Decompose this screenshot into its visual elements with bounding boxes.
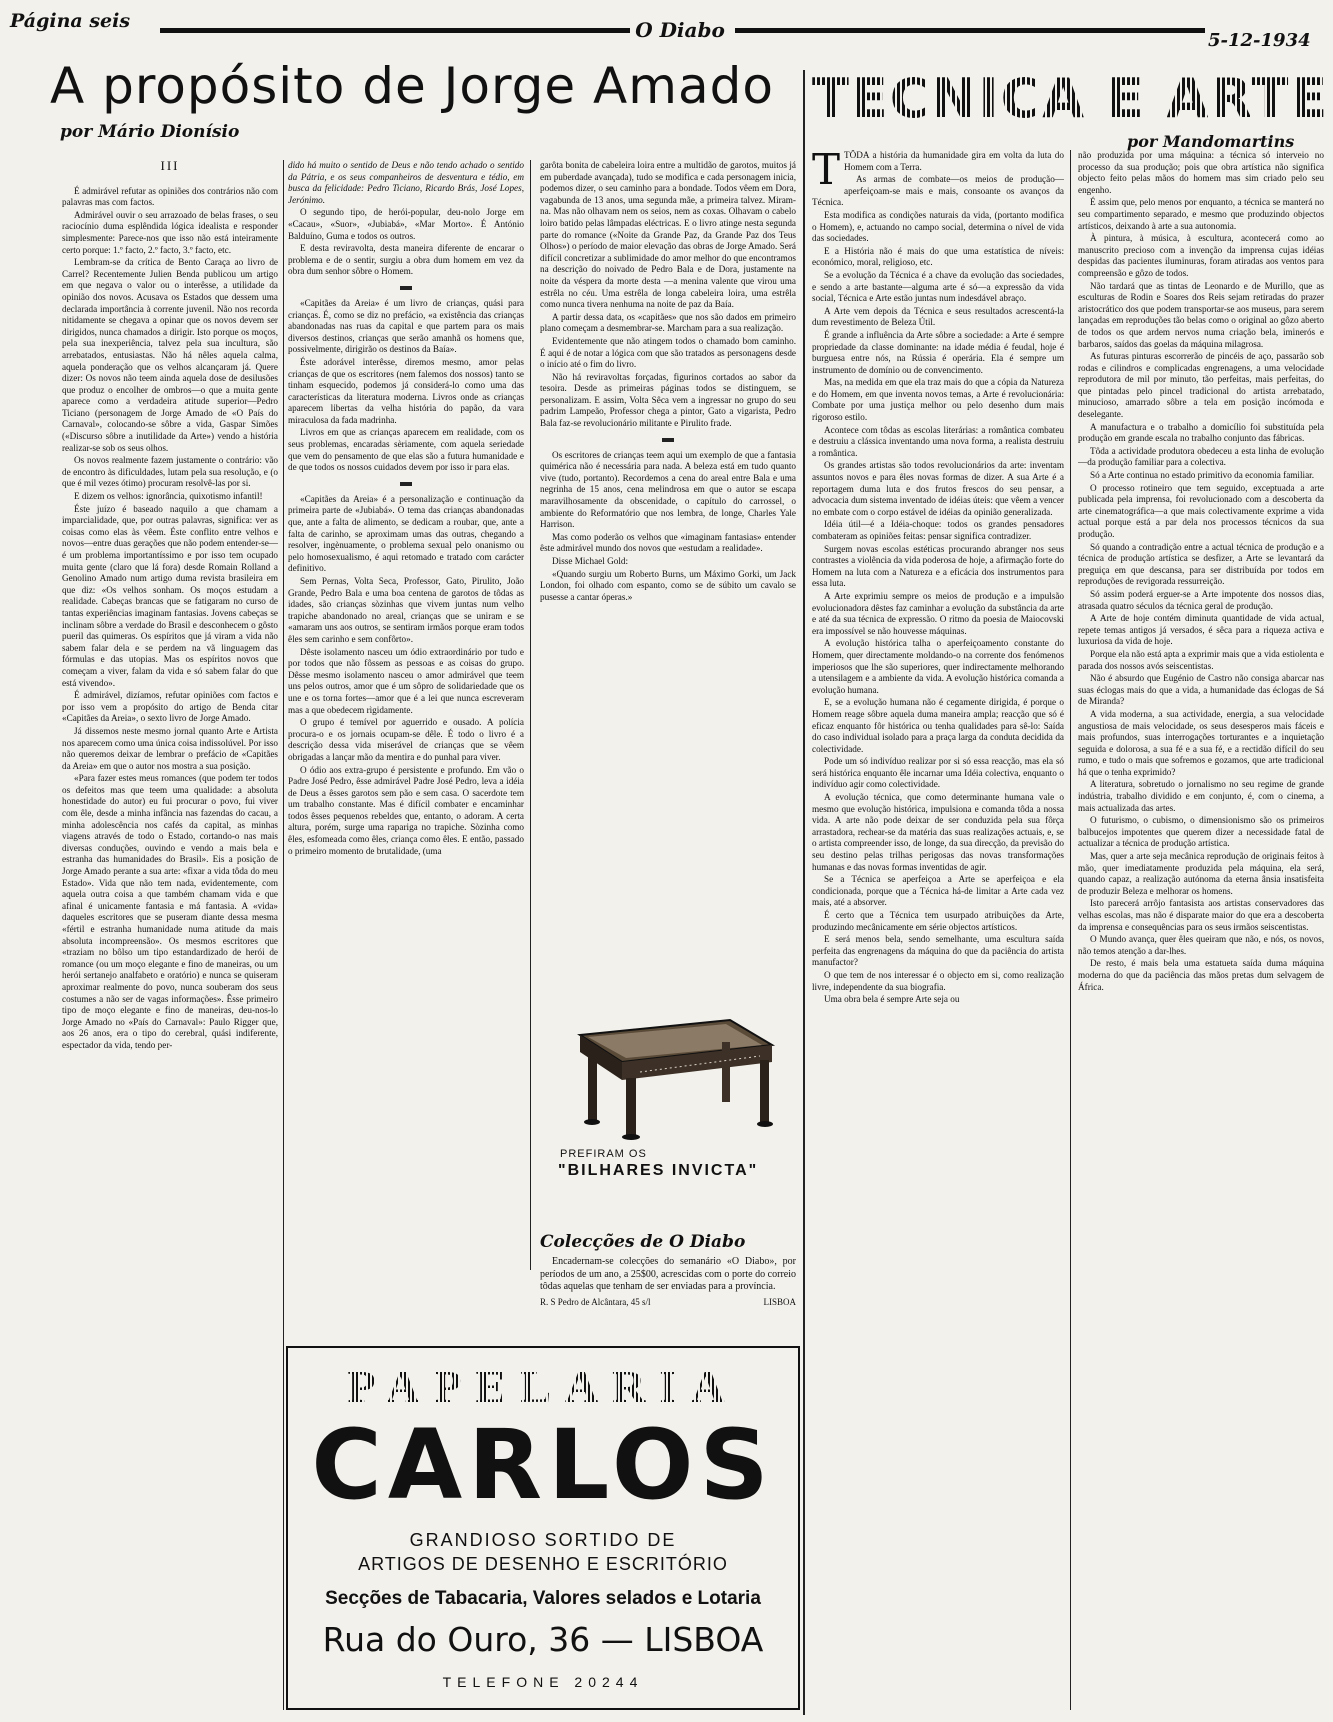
paragraph: É grande a influência da Arte sôbre a sociedade: a Arte é sempre propriedade da classe dominante: na idade média é feudal, hoje é burguesa entre nós, na Rússia é operária. Ela é sempre um instrumento de domínio ou de convencimento.: [812, 329, 1064, 375]
billiard-table-illustration: [540, 990, 796, 1140]
paper-name: O Diabo: [635, 18, 725, 42]
column-rule: [1070, 150, 1071, 1710]
collections-address-line: [540, 1297, 796, 1307]
page-number: Página seis: [10, 10, 131, 32]
paragraph: Não é absurdo que Eugénio de Castro não consiga abarcar nas suas éclogas mais do que a vida, a humanidade das éclogas de Sá de Miranda?: [1078, 673, 1324, 707]
paragraph: «Capitães da Areia» é a personalização e continuação da primeira parte de «Jubiabá». O tema das crianças abandonadas que, ante a falta de alimento, se dedicam a roubar, que, ante a falta de carinho, se aproximam umas das outras, chegando a resolver, ingènuamente, o problema sexual pelo onanismo ou pelo homosexualismo, é aqui retomado e tratado com carácter definitivo.: [288, 493, 524, 574]
section-divider: [400, 286, 412, 290]
paragraph: «Quando surgiu um Roberto Burns, um Máximo Gorki, um Jack London, foi olhado com espanto, como se de súbito um cavalo se pusesse a cantar óperas.»: [540, 568, 796, 602]
paragraph: E será menos bela, sendo semelhante, uma escultura saída perfeita das engrenagens da máquina do que da paciência do artista manufactor?: [812, 934, 1064, 968]
article1-column-2: [288, 160, 524, 1270]
paragraph: Mas, na medida em que ela traz mais do que a cópia da Natureza e do Homem, em que inventa novos temas, a Arte é revolucionária: Combate por uma justiça melhor ou pelo desenho dum mais rigoroso estilo.: [812, 377, 1064, 423]
papelaria-sortido: GRANDIOSO SORTIDO DE: [409, 1530, 677, 1550]
paragraph: E desta reviravolta, desta maneira diferente de encarar o problema e de o sentir, surgiu a obra dum homem em vez da obra dum senhor sôbre o Homem.: [288, 243, 524, 277]
papelaria-phone: TELEFONE 20244: [442, 1674, 644, 1690]
collections-title: Colecções de O Diabo: [540, 1232, 746, 1252]
paragraph: Não há reviravoltas forçadas, figurinos cortados ao sabor da tesoira. Desde as primeiras páginas todos se distinguem, se personalizam. E assim, Volta Sêca vem a ingressar no grupo do seu padrim Lampeão, Professor chega a pintor, Gato a vigarista, Pedro Bala faz-se revolucionário militante e Pirulito frade.: [540, 371, 796, 429]
section-number: III: [160, 160, 180, 173]
paragraph: «Para fazer estes meus romances (que podem ter todos os defeitos mas que teem uma qualidade: a absoluta honestidade do autor) eu fui procurar o povo, fui viver com êle, desde a minha infância nas fazendas do cacau, a minha adolescência nos cafés da capital, as minhas viagens através de todo o Estado, cortando-o nas mais diversas conduções, ouvindo e vendo a mais bela e estranha das humanidades do Brasil». Eis a posição de Jorge Amado perante a sua arte: «fixar a vida tôda do meu Estado». Vida que não tem nada, evidentemente, com aquela outra coisa a que também chamam vida e que afinal é unicamente fantasia e má fantasia. A «vida» daqueles escritores que se puseram diante dessa mesma «fértil e estranha humanidade numa atitude da mais absoluta incompreensão». Os mesmos escritores que «traziam no bôlso um tipo estandardizado de herói de romance (ou um moço elegante e fino de maneiras, ou um herói sertanejo analfabeto e oratório) e nunca se quiseram aproximar realmente do povo, nunca souberam dos seus costumes a não ser de vagas informações». Êsse primeiro tipo de moço elegante e fino de maneiras, deu-nos-lo Jorge Amado no «País do Carnaval»: Paulo Rigger que, aos 26 anos, era o tipo do cerebral, quási indiferente, espectador da vida, tendo per-: [62, 773, 278, 1050]
billiards-brand: "BILHARES INVICTA": [558, 1162, 759, 1179]
paragraph: Disse Michael Gold:: [552, 556, 629, 566]
paragraph: Livros em que as crianças aparecem em realidade, com os seus problemas, encaradas sèriamente, com aquela seriedade que vem do pensamento de que elas são a futura humanidade e de que todos os nossos cuidados devem por isso ir para elas.: [288, 427, 524, 473]
paragraph: «Capitães da Areia» é um livro de crianças, quási para crianças. É, como se diz no prefácio, «a existência das crianças abandonadas nas ruas da capital e que partem para os mais diversos destinos, crianças que serão amanhã os homens que, possivelmente, dirigirão os destinos da Baía».: [288, 297, 524, 355]
header-rule-right: [735, 28, 1205, 33]
column-rule: [530, 160, 531, 1270]
paragraph: O que tem de nos interessar é o objecto em si, como realização livre, independente da sua biografia.: [812, 969, 1064, 992]
paragraph: A vida moderna, a sua actividade, energia, a sua velocidade angustiosa de mais velocidade, os seus desesperos mais fáceis e mais profundos, suas interrogações torturantes e a inquietação seguida e dolorosa, a sua fé e a sua fé, e a rectidão difícil do seu rumo, e tudo o mais que sofremos e gozamos, que arte tradicional há que o tenha exprimido?: [1078, 708, 1324, 777]
article2-byline: por Mandomartins: [1127, 132, 1295, 151]
paragraph: E, se a evolução humana não é cegamente dirigida, é porque o Homem reage sôbre aquela duma maneira ampla; reacção que só é eficaz enquanto fôr histórica ou tenha qualidades para sê-lo: Saída do caso individual isolado para a praça larga da conduta decidida da colectividade.: [812, 697, 1064, 754]
collections-text: Encadernam-se colecções do semanário «O Diabo», por períodos de um ano, a 25$00, acrescidas com o porte do correio tôdas aquelas que tenham de ser enviadas para a província.: [540, 1256, 796, 1292]
article2-title: TECNICA E ARTE: [812, 67, 1330, 130]
paragraph: Uma obra bela é sempre Arte seja ou: [824, 994, 960, 1005]
paragraph: Os escritores de crianças teem aqui um exemplo de que a fantasia quimérica não é necessária para nada. A beleza está em tudo quanto vive (tudo, portanto). Recordemos a cena do areal entre Bala e uma negrinha de 15 anos, cena melindrosa em que o autor se escapa maravilhosamente da obscenidade, o capítulo do carrossel, o ambiente do Reformatório que nos lembra, de longe, Charles Yale Harrison.: [540, 449, 796, 530]
article2-column-2: [1078, 150, 1324, 1710]
paragraph: A evolução técnica, que como determinante humana vale o mesmo que evolução histórica, impulsiona e comanda tôda a nossa vida. A arte não pode deixar de ser conduzida pela sua fôrça arrastadora, rechear-se da matéria das suas realizações actuais, e, se o artista compreender isso, de longe, da sua direcção, da previsão do seu destino pelas trilhas perigosas das novas transformações humanas e das novas formas inventidas de agir.: [812, 792, 1064, 872]
paragraph: Os novos realmente fazem justamente o contrário: vão de encontro às dificuldades, lutam pela sua resolução, e (o que é mil vezes ótimo) procuram resolvê-las por si.: [62, 455, 278, 489]
paragraph: As armas de combate—os meios de produção—aperfeiçoam-se mais e mais, consoante os avanços da Técnica.: [812, 174, 1064, 208]
article2-column-1: [812, 150, 1064, 1710]
paragraph: O grupo é temível por aguerrido e ousado. A polícia procura-o e os jornais ocupam-se dêle. É todo o livro é a descrição dessa vida miserável de crianças que se vêem obrigadas a lançar mão da mentira e do punhal para viver.: [288, 717, 524, 762]
paragraph: Pode um só indivíduo realizar por si só essa reacção, mas ela só será histórica enquanto êle incarnar uma Idéia colectiva, enquanto o indivíduo agir como colectividade.: [812, 756, 1064, 790]
paragraph: Se a Técnica se aperfeiçoa a Arte se aperfeiçoa e ela condicionada, porque que a Técnica há-de limitar a Arte cada vez mais, até a absorver.: [812, 874, 1064, 908]
paragraph: E dizem os velhos: ignorância, quixotismo infantil!: [74, 491, 263, 502]
article-title: A propósito de Jorge Amado: [50, 57, 774, 115]
paragraph: A Arte exprimiu sempre os meios de produção e a impulsão evolucionadora dêstes faz caminhar a evolução da substância da arte e até da sua técnica de expressão. O ritmo da poesia de Maiocovski era impossível se não houvesse máquinas.: [812, 590, 1064, 636]
paragraph: Tôda a actividade produtora obedeceu a esta linha de evolução—da produção familiar para a colectiva.: [1078, 445, 1324, 468]
paragraph: É certo que a Técnica tem usurpado atribuições da Arte, produzindo mecânicamente em série objectos artísticos.: [812, 910, 1064, 932]
paragraph: Mas, quer a arte seja mecânica reprodução de originais feitos à mão, quer imediatamente produzida pela máquina, ela será, quando capaz, a realização autónoma da eterna ânsia insatisfeita de produzir Beleza e melhorar os homens.: [1078, 851, 1324, 896]
paragraph: A literatura, sobretudo o jornalismo no seu regime de grande indústria, trabalho dividido e em conjunto, é, com o cinema, a mais actualizada das artes.: [1078, 779, 1324, 813]
papelaria-address: Rua do Ouro, 36 — LISBOA: [322, 1620, 764, 1659]
page-header: [0, 6, 1333, 51]
paragraph: Os grandes artistas são todos revolucionários da arte: inventam assuntos novos e para êles novas formas de dizer. A sua Arte é a reportagem duma luta e dos frutos frescos do seu pensar, a advocacia dum sistema inventado de idéias úteis: que vêem a vencer no embate com o corpo estável de idéias da opinião generalizada.: [812, 460, 1064, 517]
paragraph: A partir dessa data, os «capitães» que nos são dados em primeiro plano começam a desmembrar-se. Marcham para a sua realização.: [540, 311, 796, 334]
collections-address: R. S Pedro de Alcântara, 45 s/l: [540, 1296, 651, 1307]
paragraph: O Mundo avança, quer êles queiram que não, e nós, os novos, não temos atenção a dar-lhes.: [1078, 934, 1324, 956]
paragraph: À pintura, à música, à escultura, acontecerá como ao manuscrito precioso com a invenção da imprensa cujas idéias despidas das pacientes iluminuras, foram atiradas aos ventos para compreensão e gôzo de todos.: [1078, 233, 1324, 278]
paragraph: A evolução histórica talha o aperfeiçoamento constante do Homem, quer directamente moldando-o na corrente dos fenómenos imperiosos que lhe são superiores, quer indirectamente melhorando a utensilagem e a ambiente da vida. A evolução histórica comanda a evolução humana.: [812, 638, 1064, 695]
paragraph: Só a Arte continua no estado primitivo da economia familiar.: [1090, 470, 1315, 481]
paragraph: Surgem novas escolas estéticas procurando abranger nos seus contrastes a violência da vida poderosa de hoje, a afirmação forte do Homem na luta com a Natureza e a eficácia dos instrumentos para essa luta.: [812, 543, 1064, 589]
paragraph: Já dissemos neste mesmo jornal quanto Arte e Artista nos aparecem como uma única coisa indissolúvel. Por isso não queremos deixar de lembrar o prefácio de «Capitães da Areia» em que o autor nos mostra a sua posição.: [62, 725, 278, 771]
article1-column-3: [540, 160, 796, 970]
papelaria-ad: [286, 1346, 800, 1710]
paragraph: A Arte vem depois da Técnica e seus resultados acrescentá-la dum revestimento de Beleza Útil.: [812, 305, 1064, 328]
paragraph: É admirável, dizíamos, refutar opiniões com factos e por isso vem a propósito do artigo de Benda citar «Capitães da Areia», o sexto livro de Jorge Amado.: [62, 690, 278, 724]
paragraph-text: TÔDA a história da humanidade gira em volta da luta do Homem com a Terra.: [844, 150, 1064, 172]
papelaria-seccoes: Secções de Tabacaria, Valores selados e Lotaria: [325, 1588, 761, 1609]
issue-date: 5-12-1934: [1208, 30, 1311, 51]
paragraph: A Arte de hoje contém diminuta quantidade de vida actual, repete temas antigos já versados, é sêca para a riqueza activa e luxuriosa da vida de hoje.: [1078, 613, 1324, 647]
paragraph: Evidentemente que não atingem todos o chamado bom caminho. É aqui é de notar a lógica com que são tratados as personagens desde o início até o fim do livro.: [540, 335, 796, 370]
paragraph: O futurismo, o cubismo, o dimensionismo são os primeiros balbucejos impotentes que querem dizer a necessidade fatal de actualizar a técnica de produção artística.: [1078, 815, 1324, 849]
paragraph: Sem Pernas, Volta Seca, Professor, Gato, Pirulito, João Grande, Pedro Bala e uma boa centena de garotos de tôdas as idades, são crianças sòzinhas que vivem juntas num velho trapiche abandonado no areal, crianças que se uniram e se «amaram uns aos outros, se sentiram irmãos porque eram todos êles sem carinho e sem confôrto».: [288, 576, 524, 644]
section-divider: [400, 482, 412, 486]
paragraph: É admirável refutar as opiniões dos contrários não com palavras mas com factos.: [62, 185, 278, 208]
paragraph: Éste juízo é baseado naquilo a que chamam a imparcialidade, que, por outras palavras, significa: ver as coisas como elas às vêem. Éste conflito entre velhos e novos—entre duas gerações que não podem entender-se—é um problema importantíssimo e por isso tem ocupado muita gente (claro que lá fora) desde Romain Rolland a Genolino Amado num artigo duma revista brasileira em que diz: «Os velhos sonham. Os moços estudam a realidade. Cabeças brancas que se fatigaram no curso de tantas experiências imaginam fantasias. Jovens cabeças se inclinam sôbre a verdade do Brasil e desconhecem o gôsto pueril das quimeras. Os espíritos que já viram a vida não sabem falar dela e se perdem na vã linguagem das fórmulas e das utopias. Mas os espíritos novos que começam a viver, falam da vida e só sabem falar do que está vivendo».: [62, 503, 278, 688]
paragraph: As futuras pinturas escorrerão de pincéis de aço, passarão sob rodas e cilindros e complicadas engrenagens, a uma velocidade reprodutora de mil por minuto, tão perfeitas, mais perfeitas, do que pintadas pelo pincel tradicional do artista arrebatado, minucioso, amarrado sôbre a tela em posição incómoda e deselegante.: [1078, 351, 1324, 420]
billiards-prefix: PREFIRAM OS: [560, 1148, 647, 1160]
paragraph: Mas como poderão os velhos que «imaginam fantasias» entender êste admirável mundo dos novos que «estudam a realidade».: [540, 531, 796, 554]
paragraph: Esta modifica as condições naturais da vida, (portanto modifica o Homem), e, actuando no campo social, determina o nível de vida das sociedades.: [812, 209, 1064, 244]
paragraph: Admirável ouvir o seu arrazoado de belas frases, o seu raciocínio duma esplêndida lógica idealista e responder simplesmente: Parece-nos que isso não está inteiramente certo porque: 1.º facto, 2.º facto, 3.º facto, etc.: [62, 209, 278, 255]
paragraph: Éste adorável interêsse, diremos mesmo, amor pelas crianças de que os escritores (nem falemos dos nossos) tanto se tinham esquecido, podemos já considerá-lo como uma das características da literatura moderna. Livros onde as crianças aparecem libertas da velha história do papão, da vara miraculosa da fada madrinha.: [288, 356, 524, 425]
paragraph: O segundo tipo, de herói-popular, deu-nolo Jorge em «Cacau», «Suor», «Jubiabá», «Mar Morto». É António Balduíno, Guma e todos os outros.: [288, 207, 524, 241]
paragraph: Lembram-se da crítica de Bento Caraça ao livro de Carrel? Recentemente Julien Benda publicou um artigo em que negava o valor ou o interêsse, a utilidade da opinião dos novos. Acusava os Estados que dessem uma declarada importância à corrente juvenil. Não nos recorda nitidamente se chegava a opinar que os novos devem ser dirigidos, nunca chamados a dirigir. Isto porque os moços, pela sua inexperiência, talvez pela sua incultura, são arrebatados, entusiastas. Não há nêles aquela calma, aquela ponderação que os velhos alcançaram já. Quere dizer: Os novos não teem ainda aquela dose de desilusões que produz o encolher de ombros—o que a muita gente aparece como a verdadeira atitude superior—Pedro Ticiano (personagem de Jorge Amado de «O País do Carnaval», colocando-se sôbre a vida, Gaspar Simões («Discurso sôbre a inutilidade da Arte») vendo a história realizar-se sob os seus olhos.: [62, 257, 278, 453]
paragraph: Isto parecerá arrôjo fantasista aos artistas conservadores das velhas escolas, mas não é disparate maior do que era a descoberta da imprensa e consequências para os seus irmãos seiscentistas.: [1078, 898, 1324, 932]
section-divider: [662, 438, 674, 442]
collections-city: LISBOA: [763, 1296, 796, 1307]
article-separator: [803, 70, 805, 1715]
paragraph: garôta bonita de cabeleira loira entre a multidão de garotos, muitos já em puberdade avançada), tudo se modifica e cada personagem inicia, podemos dizer, o seu caminho para a bondade. Todos vêem em Dora, vagabunda de 13 anos, uma segunda mãe, a primeira talvez. Miram-na. Mas não olhavam nem os seios, nem as coxas. Olhavam o cabelo loiro batido pelas lâmpadas eléctricas. E o livro atinge nesta segunda parte do romance («Noite da Grande Paz, da Grande Paz dos Teus Olhos») o período de maior elevação das obras de Jorge Amado. Será difícil concretizar a sublimidade do amor melhor do que encontramos na descrição do noivado de Pedro Bala e de Dora, justamente na noite da véspera da morte desta —a menina valente que virou uma estrêla no céu. Uma estrêla de longa cabeleira loira, uma estrêla como nunca tivera nenhuma na noite de paz da Baía.: [540, 160, 796, 310]
paragraph: não produzida por uma máquina: a técnica só interveio no processo da sua produção; pois que obra artística não significa objecto feito pelas mãos do homem mas sim criado pelo seu engenho.: [1078, 150, 1324, 195]
paragraph: Dêste isolamento nasceu um ódio extraordinário por tudo e por todos que não fôssem as pessoas e as coisas do grupo. Dêsse mesmo isolamento nasceu o amor admirável que teem uns pelos outros, amor que é um sôpro de solidariedade que os une e os torna fortes—amor que é a lei que nunca escreveram mas a que obedecem rìgidamente.: [288, 646, 524, 715]
paragraph: Não tardará que as tintas de Leonardo e de Murillo, que as esculturas de Rodin e Soares dos Reis sejam retiradas do prazer aristocrático dos que podem transportar-se aos museus, para serem lançadas em reproduções tão belas como o original ao gôzo aberto de todos os que ardem nervos numa criação bela, iminerós e barbaros, saídos das goelas da máquina milagrosa.: [1078, 280, 1324, 349]
papelaria-artigos: ARTIGOS DE DESENHO E ESCRITÓRIO: [358, 1554, 728, 1574]
paragraph: É assim que, pelo menos por enquanto, a técnica se manterá no seu compartimento separado, e mesmo que produzindo objectos artísticos, deixando à arte a sua autonomia.: [1078, 197, 1324, 231]
paragraph: Só assim poderá erguer-se a Arte impotente dos nossos dias, atrasada quatro séculos da técnica geral de produção.: [1078, 588, 1324, 611]
billiards-ad: [540, 990, 796, 1230]
paragraph: Só quando a contradição entre a actual técnica de produção e a técnica de produção artística se desfizer, a Arte se levantará da preguiça em que descansa, para ser distribuída por todos em reproduções de revigorada ressurreição.: [1078, 541, 1324, 587]
paragraph: E a História não é mais do que uma estatística de níveis: económico, moral, religioso, etc.: [812, 245, 1064, 268]
paragraph: De resto, é mais bela uma estatueta saída duma máquina moderna do que da paciência das mãos pretas dum selvagem de África.: [1078, 958, 1324, 992]
paragraph: A manufactura e o trabalho a domicílio foi substituída pela produção em grande escala no trabalho conjunto das fábricas.: [1078, 421, 1324, 444]
collections-ad: [540, 1232, 796, 1344]
paragraph: Acontece com tôdas as escolas literárias: a romântica combateu e destruiu a clássica inventando uma nova forma, a realista destruiu a romântica.: [812, 424, 1064, 458]
article-byline: por Mário Dionísio: [60, 122, 240, 142]
paragraph: Porque ela não está apta a exprimir mais que a vida estiolenta e parada dos nossos avós seiscentistas.: [1078, 648, 1324, 671]
header-rule-left: [160, 28, 630, 33]
papelaria-name: CARLOS: [311, 1409, 775, 1521]
paragraph: O processo rotineiro que tem seguido, exceptuada a arte publicada pela imprensa, foi revolucionado com a descoberta da arte cinematográfica—a que mais colectivamente exprime a vida actual porque está a par dela nos processos técnicos da sua produção.: [1078, 482, 1324, 539]
paragraph: O ódio aos extra-grupo é persistente e profundo. Em vão o Padre José Pedro, êsse admirável Padre José Pedro, leva a idéia de Deus a êsses garotos sem pão e sem casa. O sacerdote tem um trabalho constante. Mas é difícil combater e encaminhar todos êsses pequenos rebeldes que, entanto, o adoram. A certa altura, porém, surge uma rapariga no trapiche. Sòzinha como êles, esfomeada como êles, criança como êles. E então, passado o primeiro momento de brutalidade, (uma: [288, 764, 524, 856]
drop-cap: T: [812, 150, 841, 194]
column-rule: [283, 160, 284, 1710]
paragraph: dido há muito o sentido de Deus e não tendo achado o sentido da Pátria, e os seus companheiros de desventura e tédio, em busca da felicidade: Pedro Ticiano, Ricardo Brás, José Lopes, Jerónimo.: [288, 160, 524, 205]
article1-column-1: [62, 160, 278, 1710]
papelaria-word: PAPELARIA: [288, 1360, 798, 1413]
paragraph: Se a evolução da Técnica é a chave da evolução das sociedades, e sendo a arte bastante—alguma arte é só—a expressão da vida social, Técnica e Arte estão juntas num indesdável abraço.: [812, 269, 1064, 304]
paragraph: Idéia útil—é a Idéia-choque: todos os grandes pensadores combateram as opiniões feitas: pensar significa contradizer.: [812, 519, 1064, 541]
